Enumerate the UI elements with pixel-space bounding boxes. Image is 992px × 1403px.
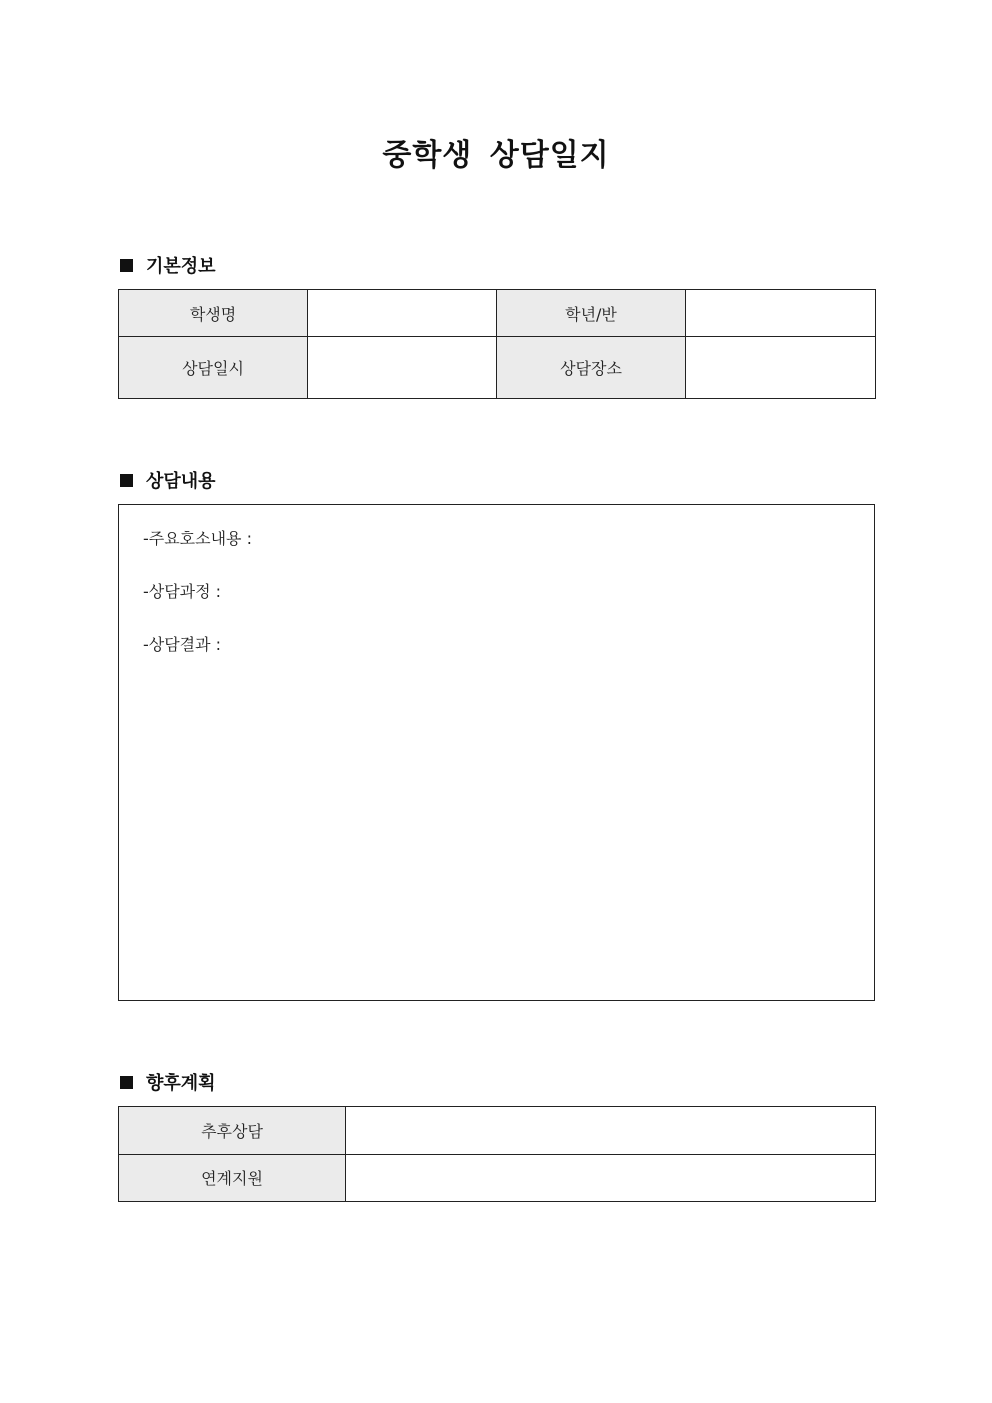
- section-heading-label: 상담내용: [146, 471, 216, 492]
- counseling-datetime-label: 상담일시: [119, 337, 308, 399]
- counseling-datetime-field[interactable]: [308, 337, 497, 399]
- square-bullet-icon: [120, 1076, 133, 1089]
- main-complaint-line: -주요호소내용 :: [143, 529, 252, 548]
- future-plan-table: [118, 1106, 876, 1202]
- section-heading-basic-info: [118, 252, 216, 278]
- counseling-result-line: -상담결과 :: [143, 635, 222, 654]
- follow-up-counseling-label: 추후상담: [119, 1107, 346, 1155]
- linked-support-field[interactable]: [346, 1154, 876, 1202]
- follow-up-counseling-field[interactable]: [346, 1107, 876, 1155]
- square-bullet-icon: [120, 259, 133, 272]
- grade-class-label: 학년/반: [497, 290, 686, 337]
- section-heading-counseling-content: [118, 467, 216, 493]
- basic-info-table: [118, 289, 876, 399]
- section-heading-label: 기본정보: [146, 256, 216, 277]
- counseling-location-label: 상담장소: [497, 337, 686, 399]
- counseling-process-line: -상담과정 :: [143, 582, 222, 601]
- square-bullet-icon: [120, 474, 133, 487]
- student-name-label: 학생명: [119, 290, 308, 337]
- table-row: [119, 337, 876, 399]
- counseling-location-field[interactable]: [686, 337, 876, 399]
- counseling-content-box[interactable]: [118, 504, 875, 1001]
- table-row: [119, 290, 876, 337]
- linked-support-label: 연계지원: [119, 1154, 346, 1202]
- table-row: [119, 1154, 876, 1202]
- page-title: 중학생 상담일지: [382, 138, 610, 173]
- grade-class-field[interactable]: [686, 290, 876, 337]
- section-heading-future-plan: [118, 1069, 216, 1095]
- table-row: [119, 1107, 876, 1155]
- student-name-field[interactable]: [308, 290, 497, 337]
- section-heading-label: 향후계획: [146, 1073, 216, 1094]
